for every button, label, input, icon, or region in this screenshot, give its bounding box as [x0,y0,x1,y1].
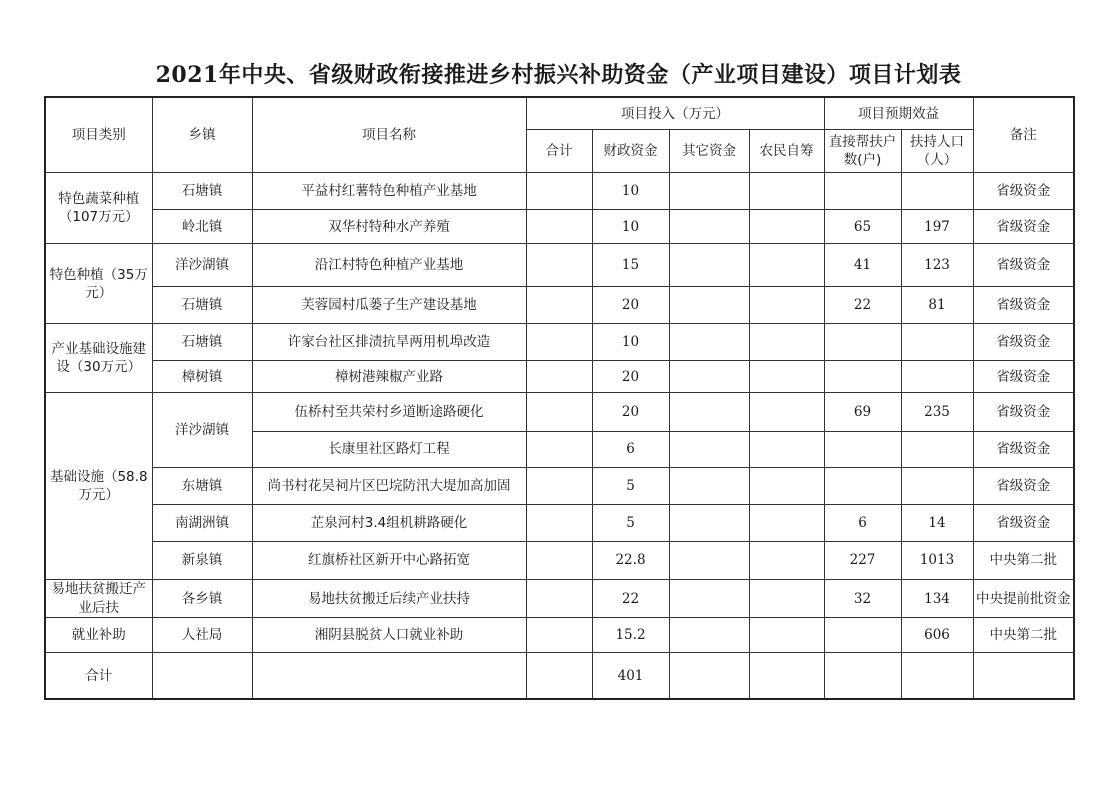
project-name-cell: 伍桥村至共荣村乡道断途路硬化 [252,393,526,432]
town-cell: 南湖洲镇 [152,504,252,541]
remark-cell: 省级资金 [973,393,1074,432]
town-cell: 洋沙湖镇 [152,393,252,468]
remark-cell: 省级资金 [973,432,1074,468]
table-row [45,541,1074,579]
self-cell [749,432,824,468]
self-cell [749,393,824,432]
other-cell [669,210,749,244]
project-name-cell: 芙蓉园村瓜蒌子生产建设基地 [252,287,526,324]
remark-cell: 省级资金 [973,210,1074,244]
project-name-cell: 红旗桥社区新开中心路拓宽 [252,541,526,579]
households-cell [824,324,901,361]
total-cell [526,432,592,468]
document-title: 2021年中央、省级财政衔接推进乡村振兴补助资金（产业项目建设）项目计划表 [155,62,962,88]
other-cell [669,541,749,579]
town-cell: 石塘镇 [152,324,252,361]
table-row [45,504,1074,541]
households-cell [824,618,901,653]
self-cell [749,541,824,579]
households-cell: 69 [824,393,901,432]
other-cell [669,361,749,393]
total-remark-cell [973,653,1074,699]
project-name-cell: 双华村特种水产养殖 [252,210,526,244]
total-cell [526,579,592,617]
other-cell [669,393,749,432]
population-cell: 606 [901,618,973,653]
remark-cell: 省级资金 [973,324,1074,361]
households-cell: 65 [824,210,901,244]
category-cell: 产业基础设施建设（30万元） [45,324,152,393]
category-cell: 易地扶贫搬迁产业后扶 [45,579,152,617]
town-cell: 东塘镇 [152,468,252,505]
total-cell [526,287,592,324]
other-cell [669,287,749,324]
project-name-cell: 沿江村特色种植产业基地 [252,244,526,287]
project-plan-table [44,96,1075,700]
category-cell: 特色蔬菜种植（107万元） [45,173,152,244]
self-cell [749,504,824,541]
total-row [45,653,1074,699]
town-cell: 新泉镇 [152,541,252,579]
fiscal-cell: 10 [592,173,669,210]
self-cell [749,287,824,324]
total-cell [526,504,592,541]
table-row [45,244,1074,287]
other-cell [669,504,749,541]
header-investment-group: 项目投入（万元） [526,97,824,130]
total-cell [526,361,592,393]
project-name-cell: 平益村红薯特色种植产业基地 [252,173,526,210]
self-cell [749,579,824,617]
households-cell: 6 [824,504,901,541]
table-row [45,618,1074,653]
header-households: 直接帮扶户数(户) [824,130,901,173]
other-cell [669,324,749,361]
header-remarks: 备注 [973,97,1074,173]
households-cell [824,432,901,468]
households-cell [824,468,901,505]
fiscal-cell: 20 [592,361,669,393]
table-row [45,287,1074,324]
self-cell [749,361,824,393]
table-row [45,324,1074,361]
households-cell: 41 [824,244,901,287]
fiscal-cell: 22.8 [592,541,669,579]
category-cell: 特色种植（35万元） [45,244,152,324]
town-cell: 人社局 [152,618,252,653]
households-cell [824,173,901,210]
total-label: 合计 [45,653,152,699]
project-name-cell: 许家台社区排渍抗旱两用机埠改造 [252,324,526,361]
header-population: 扶持人口（人） [901,130,973,173]
other-cell [669,579,749,617]
households-cell: 227 [824,541,901,579]
other-cell [669,432,749,468]
fiscal-cell: 22 [592,579,669,617]
population-cell [901,324,973,361]
population-cell [901,468,973,505]
fiscal-cell: 10 [592,210,669,244]
total-fiscal-cell: 401 [592,653,669,699]
population-cell [901,361,973,393]
other-cell [669,173,749,210]
self-cell [749,618,824,653]
population-cell: 134 [901,579,973,617]
remark-cell: 中央第二批 [973,541,1074,579]
town-cell: 洋沙湖镇 [152,244,252,287]
self-cell [749,244,824,287]
fiscal-cell: 10 [592,324,669,361]
header-row-1 [45,97,1074,130]
total-cell [526,541,592,579]
total-cell [526,210,592,244]
self-cell [749,173,824,210]
header-town: 乡镇 [152,97,252,173]
remark-cell: 中央提前批资金 [973,579,1074,617]
table-row [45,468,1074,505]
remark-cell: 省级资金 [973,244,1074,287]
total-other-cell [669,653,749,699]
table-row [45,361,1074,393]
total-cell [526,618,592,653]
fiscal-cell: 6 [592,432,669,468]
fiscal-cell: 15.2 [592,618,669,653]
total-cell [526,324,592,361]
project-name-cell: 易地扶贫搬迁后续产业扶持 [252,579,526,617]
project-name-cell: 长康里社区路灯工程 [252,432,526,468]
remark-cell: 省级资金 [973,361,1074,393]
category-cell: 基础设施（58.8万元） [45,393,152,580]
total-households-cell [824,653,901,699]
population-cell: 123 [901,244,973,287]
total-cell [526,244,592,287]
population-cell: 235 [901,393,973,432]
remark-cell: 省级资金 [973,287,1074,324]
self-cell [749,468,824,505]
fiscal-cell: 5 [592,504,669,541]
total-town-cell [152,653,252,699]
population-cell: 1013 [901,541,973,579]
header-benefit-group: 项目预期效益 [824,97,973,130]
other-cell [669,618,749,653]
town-cell: 各乡镇 [152,579,252,617]
households-cell: 32 [824,579,901,617]
header-total: 合计 [526,130,592,173]
header-fiscal-funds: 财政资金 [592,130,669,173]
header-project-name: 项目名称 [252,97,526,173]
project-name-cell: 湘阴县脱贫人口就业补助 [252,618,526,653]
total-cell [526,393,592,432]
fiscal-cell: 20 [592,393,669,432]
project-name-cell: 樟树港辣椒产业路 [252,361,526,393]
remark-cell: 省级资金 [973,173,1074,210]
header-farmer-self-raised: 农民自筹 [749,130,824,173]
total-population-cell [901,653,973,699]
table-row [45,393,1074,432]
town-cell: 石塘镇 [152,287,252,324]
other-cell [669,244,749,287]
category-cell: 就业补助 [45,618,152,653]
fiscal-cell: 5 [592,468,669,505]
table-row [45,579,1074,617]
self-cell [749,210,824,244]
header-other-funds: 其它资金 [669,130,749,173]
town-cell: 石塘镇 [152,173,252,210]
other-cell [669,468,749,505]
total-self-cell [749,653,824,699]
remark-cell: 省级资金 [973,468,1074,505]
town-cell: 岭北镇 [152,210,252,244]
population-cell: 14 [901,504,973,541]
fiscal-cell: 15 [592,244,669,287]
remark-cell: 中央第二批 [973,618,1074,653]
population-cell: 81 [901,287,973,324]
self-cell [749,324,824,361]
table-row [45,173,1074,210]
population-cell [901,173,973,210]
population-cell: 197 [901,210,973,244]
total-cell [526,468,592,505]
total-cell [526,173,592,210]
project-name-cell: 尚书村花吴祠片区巴垸防汛大堤加高加固 [252,468,526,505]
table-row [45,210,1074,244]
fiscal-cell: 20 [592,287,669,324]
population-cell [901,432,973,468]
town-cell: 樟树镇 [152,361,252,393]
remark-cell: 省级资金 [973,504,1074,541]
total-total-cell [526,653,592,699]
households-cell: 22 [824,287,901,324]
project-name-cell: 芷泉河村3.4组机耕路硬化 [252,504,526,541]
header-category: 项目类别 [45,97,152,173]
households-cell [824,361,901,393]
total-project-cell [252,653,526,699]
